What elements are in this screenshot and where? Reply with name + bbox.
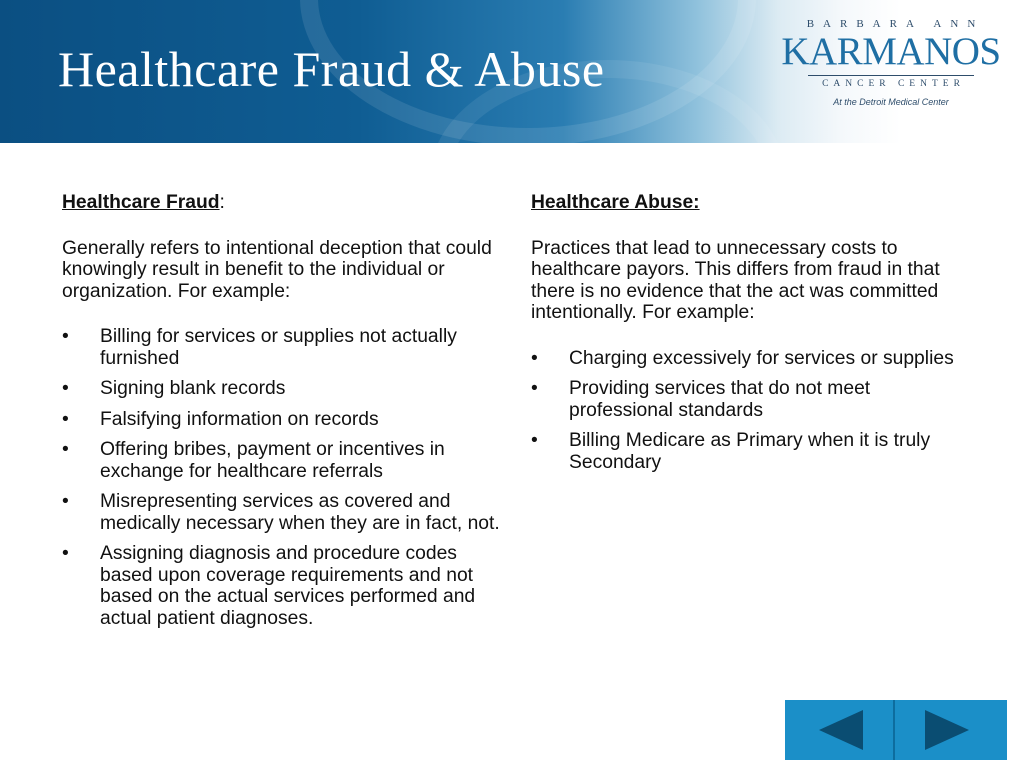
logo-top-line: BARBARA ANN bbox=[806, 18, 985, 30]
list-item bbox=[531, 430, 961, 473]
list-item bbox=[62, 326, 502, 369]
bullet-icon: • bbox=[62, 326, 69, 347]
left-arrow-icon[interactable] bbox=[819, 710, 863, 750]
bullet-icon: • bbox=[531, 378, 538, 399]
list-item bbox=[62, 491, 502, 534]
fraud-column bbox=[62, 192, 502, 638]
logo-sub-line: At the Detroit Medical Center bbox=[833, 97, 949, 107]
list-item bbox=[531, 348, 961, 370]
list-item-text: Providing services that do not meet professional standards bbox=[569, 378, 871, 421]
list-item bbox=[62, 409, 502, 431]
bullet-icon: • bbox=[531, 347, 538, 369]
abuse-column bbox=[531, 192, 961, 482]
nav-divider bbox=[893, 700, 895, 760]
fraud-list bbox=[62, 326, 502, 629]
list-item-text: Charging excessively for services or supplies bbox=[569, 347, 954, 369]
logo-brand: KARMANOS bbox=[781, 30, 1001, 73]
right-arrow-icon[interactable] bbox=[925, 710, 969, 750]
bullet-icon: • bbox=[62, 543, 69, 564]
bullet-icon: • bbox=[531, 430, 538, 451]
slide-title: Healthcare Fraud & Abuse bbox=[58, 41, 605, 97]
list-item bbox=[62, 378, 502, 400]
header-banner bbox=[0, 0, 1024, 143]
abuse-heading-text: Healthcare Abuse: bbox=[531, 192, 700, 213]
abuse-intro: Practices that lead to unnecessary costs to healthcare payors. This differs from fraud in that there is no evidence that the act was committed intentionally. For example: bbox=[531, 237, 940, 323]
fraud-heading-colon: : bbox=[219, 192, 225, 213]
list-item-text: Falsifying information on records bbox=[100, 408, 379, 430]
list-item-text: Offering bribes, payment or incentives in exchange for healthcare referrals bbox=[100, 439, 445, 482]
list-item bbox=[62, 543, 502, 629]
list-item-text: Billing for services or supplies not actually furnished bbox=[100, 326, 457, 369]
list-item bbox=[531, 378, 961, 421]
list-item bbox=[62, 439, 502, 482]
list-item-text: Signing blank records bbox=[100, 378, 286, 399]
list-item-text: Billing Medicare as Primary when it is truly Secondary bbox=[569, 430, 931, 473]
abuse-heading bbox=[531, 192, 961, 214]
bullet-icon: • bbox=[62, 491, 69, 512]
list-item-text: Misrepresenting services as covered and medically necessary when they are in fact, not. bbox=[100, 491, 500, 534]
slide-navigation bbox=[785, 700, 1007, 760]
karmanos-logo bbox=[780, 18, 1002, 122]
fraud-heading bbox=[62, 192, 502, 214]
bullet-icon: • bbox=[62, 378, 69, 399]
logo-mid-line: CANCER CENTER bbox=[808, 75, 974, 89]
bullet-icon: • bbox=[62, 439, 69, 460]
abuse-list bbox=[531, 348, 961, 474]
bullet-icon: • bbox=[62, 408, 69, 430]
fraud-intro: Generally refers to intentional deception that could knowingly result in benefit to the individual or organization. For example: bbox=[62, 237, 492, 302]
list-item-text: Assigning diagnosis and procedure codes based upon coverage requirements and not based on the actual services performed and actual patient diagnoses. bbox=[100, 543, 476, 629]
fraud-heading-text: Healthcare Fraud bbox=[62, 192, 220, 213]
